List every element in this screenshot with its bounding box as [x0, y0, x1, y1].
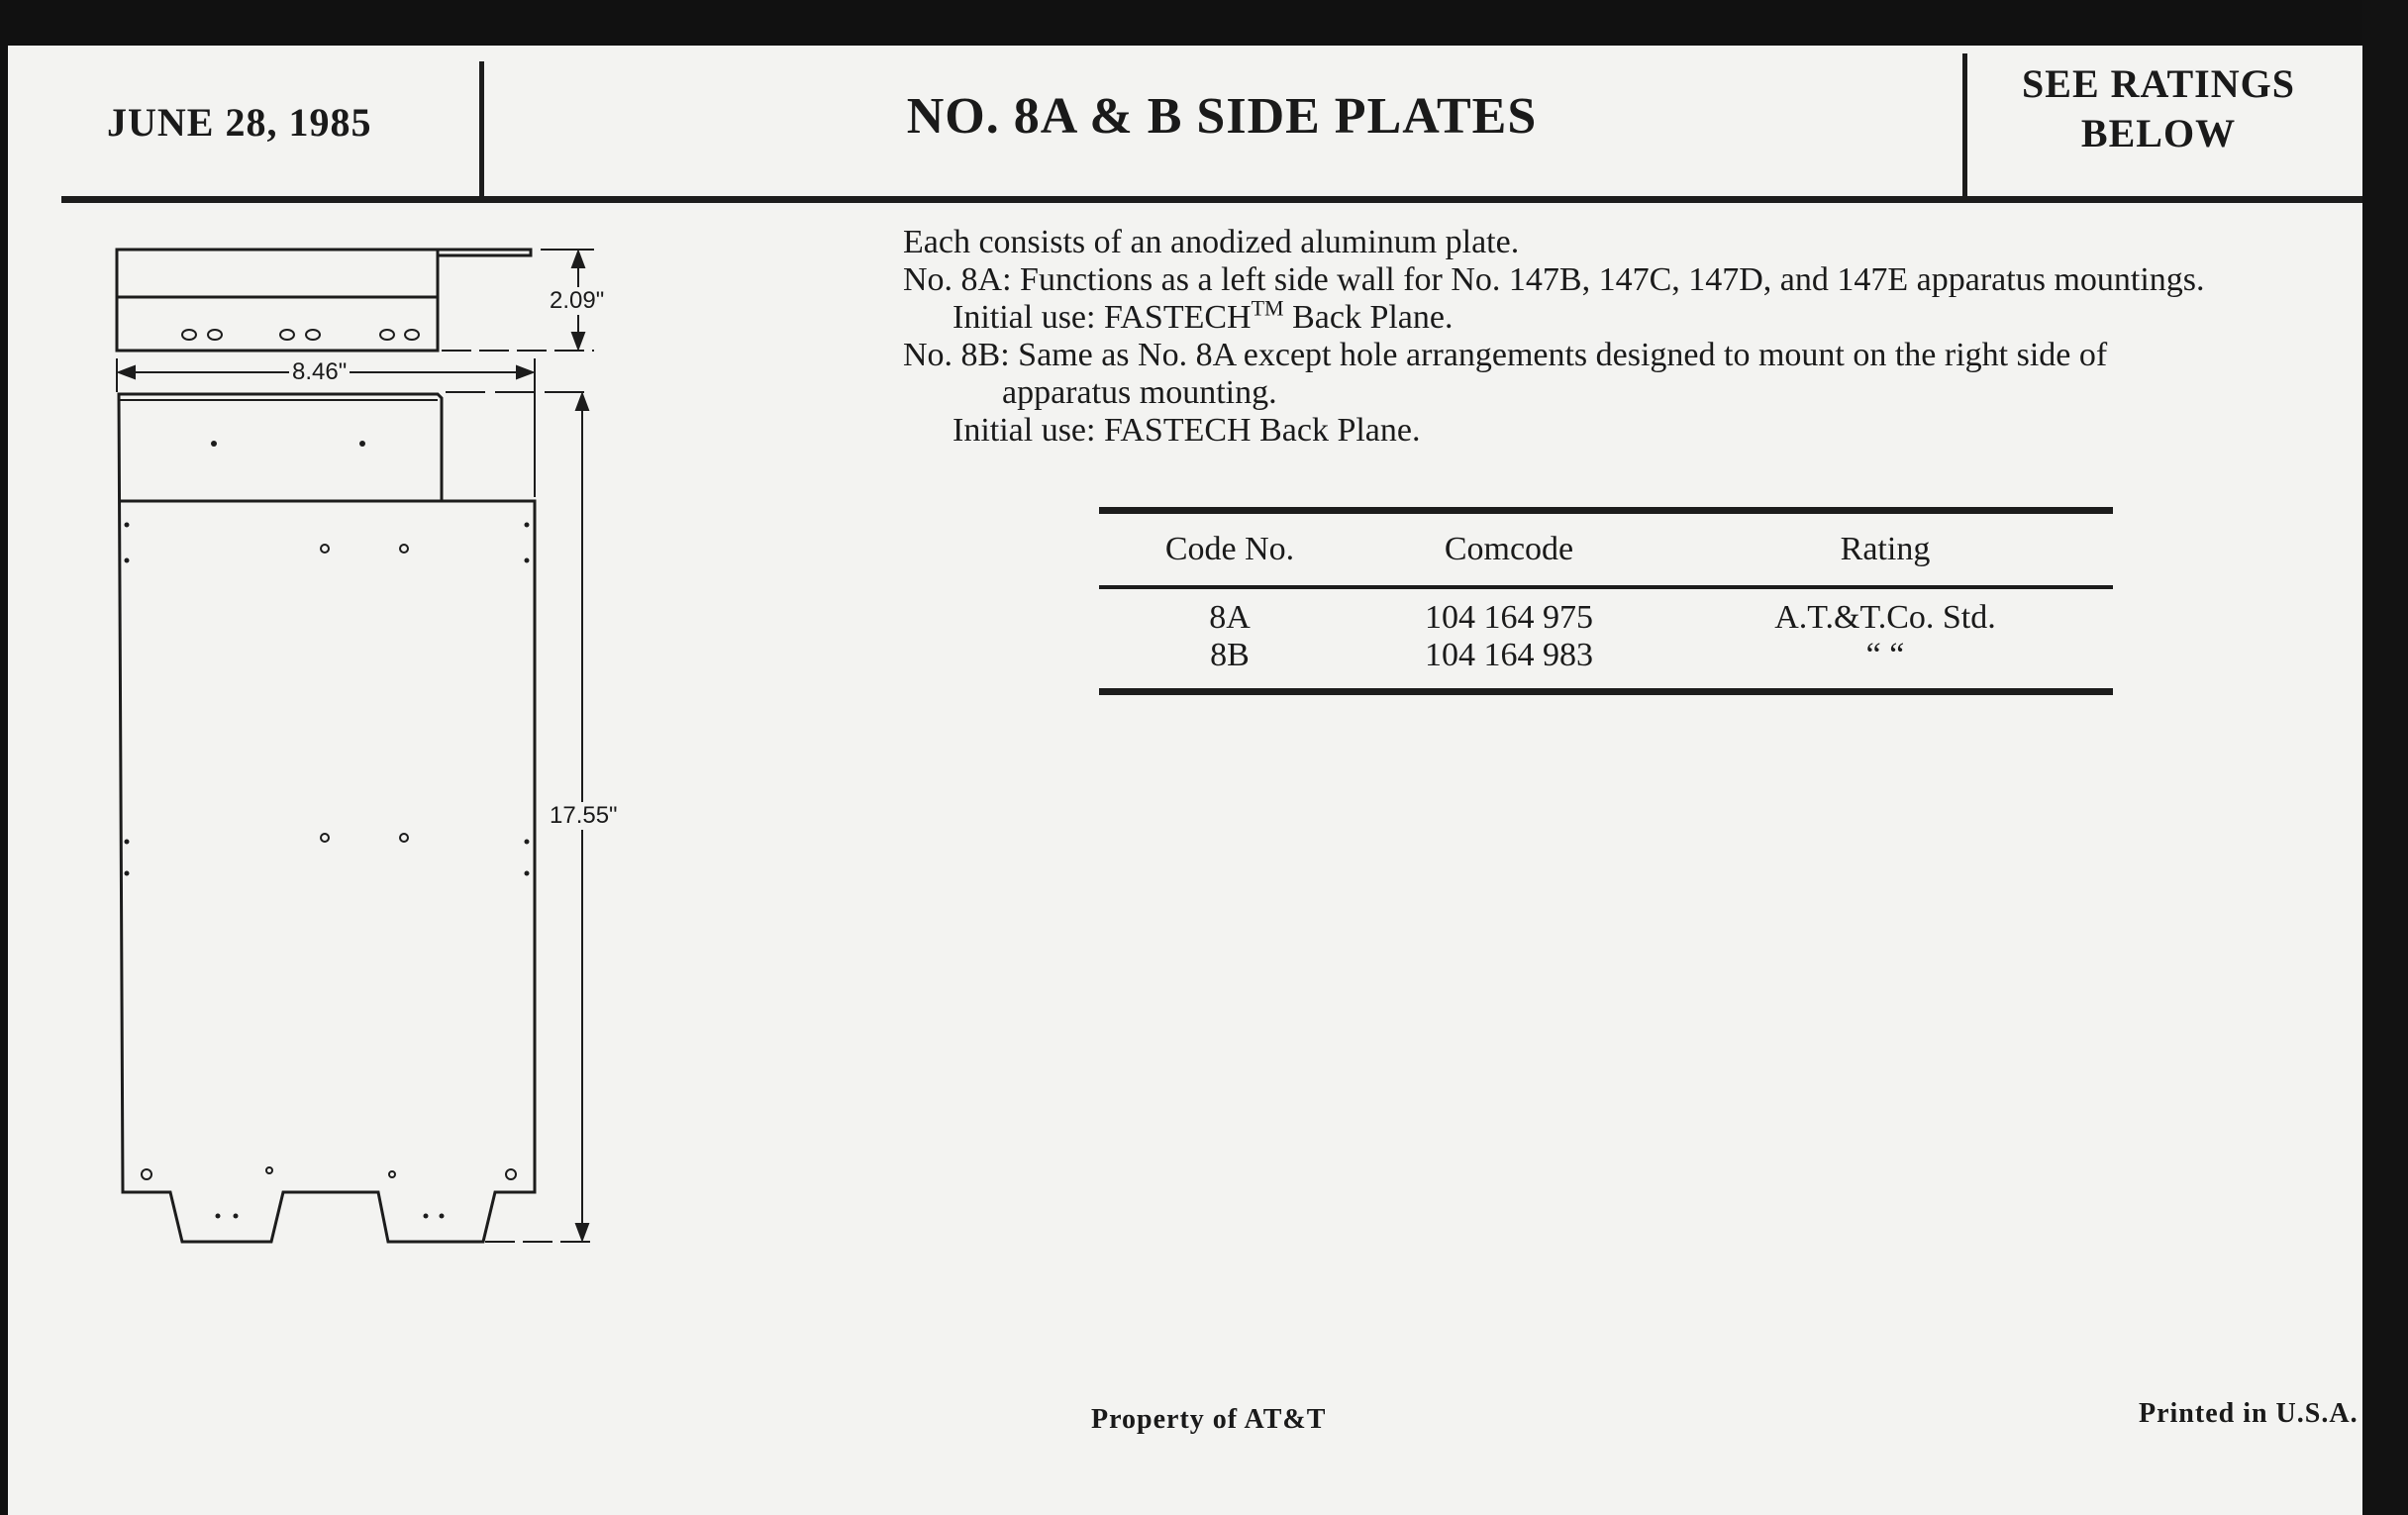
dim-arrow — [572, 252, 584, 267]
description-line — [903, 295, 2309, 337]
table-rule-top — [1099, 507, 2113, 514]
small-hole — [125, 840, 130, 845]
top-view-tab — [438, 250, 531, 255]
slot-hole — [380, 330, 394, 340]
header-rating-line2: BELOW — [2080, 111, 2237, 155]
initial-use-text: Back Plane. — [1283, 299, 1454, 336]
dim-label-width: 8.46" — [289, 358, 350, 386]
description-line — [903, 337, 2309, 374]
description-line: Each consists of an anodized aluminum plate. — [903, 224, 1520, 260]
description-line: Initial use: FASTECH Back Plane. — [953, 412, 1421, 449]
dim-arrow — [119, 366, 135, 378]
table-row — [1099, 599, 2113, 637]
cell-code: 8B — [1210, 637, 1250, 673]
dim-label-main-height: 17.55" — [547, 802, 621, 830]
mount-hole — [321, 545, 329, 553]
description-line: apparatus mounting. — [1002, 374, 1277, 411]
table-header-row — [1099, 514, 2113, 585]
small-hole — [525, 871, 530, 876]
cell-rating: A.T.&T.Co. Std. — [1774, 599, 1996, 636]
mount-hole — [389, 1171, 395, 1177]
slot-hole — [208, 330, 222, 340]
col-header-comcode: Comcode — [1444, 531, 1574, 567]
footer-property: Property of AT&T — [1091, 1404, 1327, 1435]
slot-hole — [280, 330, 294, 340]
mount-hole — [142, 1169, 151, 1179]
small-hole — [424, 1214, 429, 1219]
main-plate-outline — [119, 394, 535, 1242]
cell-code: 8A — [1209, 599, 1251, 636]
initial-use-text: Initial use: FASTECH — [953, 299, 1252, 336]
description-line: No. 8A: Functions as a left side wall for No. 147B, 147C, 147D, and 147E apparatus mountings. — [903, 261, 2205, 298]
dim-arrow — [517, 366, 533, 378]
small-hole — [234, 1214, 239, 1219]
small-hole — [525, 523, 530, 528]
small-hole — [125, 523, 130, 528]
slot-hole — [182, 330, 196, 340]
description — [903, 224, 2309, 450]
small-hole — [216, 1214, 221, 1219]
mount-hole — [400, 834, 408, 842]
header-rating-line1: SEE RATINGS — [2022, 61, 2295, 106]
cell-comcode: 104 164 975 — [1425, 599, 1593, 636]
small-hole — [440, 1214, 445, 1219]
col-header-code: Code No. — [1164, 531, 1295, 567]
dim-arrow — [576, 1224, 588, 1240]
small-hole — [359, 441, 365, 447]
small-hole — [525, 558, 530, 563]
footer-printed: Printed in U.S.A. — [2139, 1398, 2358, 1429]
col-header-rating: Rating — [1840, 531, 1931, 567]
small-hole — [125, 871, 130, 876]
table-row — [1099, 637, 2113, 674]
small-hole — [211, 441, 217, 447]
trademark-mark: TM — [1251, 295, 1284, 321]
top-view-outline — [117, 250, 438, 351]
dim-arrow — [576, 394, 588, 410]
ratings-table — [1099, 507, 2113, 695]
mount-hole — [400, 545, 408, 553]
cell-rating: “ “ — [1865, 637, 1905, 673]
cell-comcode: 104 164 983 — [1425, 637, 1593, 673]
small-hole — [125, 558, 130, 563]
dim-label-top-height: 2.09" — [547, 287, 607, 315]
small-hole — [525, 840, 530, 845]
dim-arrow — [572, 333, 584, 349]
mount-hole — [506, 1169, 516, 1179]
page-title: NO. 8A & B SIDE PLATES — [906, 88, 1538, 145]
slot-hole — [405, 330, 419, 340]
description-8b-text: No. 8B: Same as No. 8A except hole arrangements designed to mount on the right side of — [903, 337, 2108, 373]
mount-hole — [266, 1167, 272, 1173]
header-date: JUNE 28, 1985 — [107, 100, 372, 145]
slot-hole — [306, 330, 320, 340]
table-rule-bottom — [1099, 688, 2113, 695]
table-body — [1099, 589, 2113, 688]
mount-hole — [321, 834, 329, 842]
